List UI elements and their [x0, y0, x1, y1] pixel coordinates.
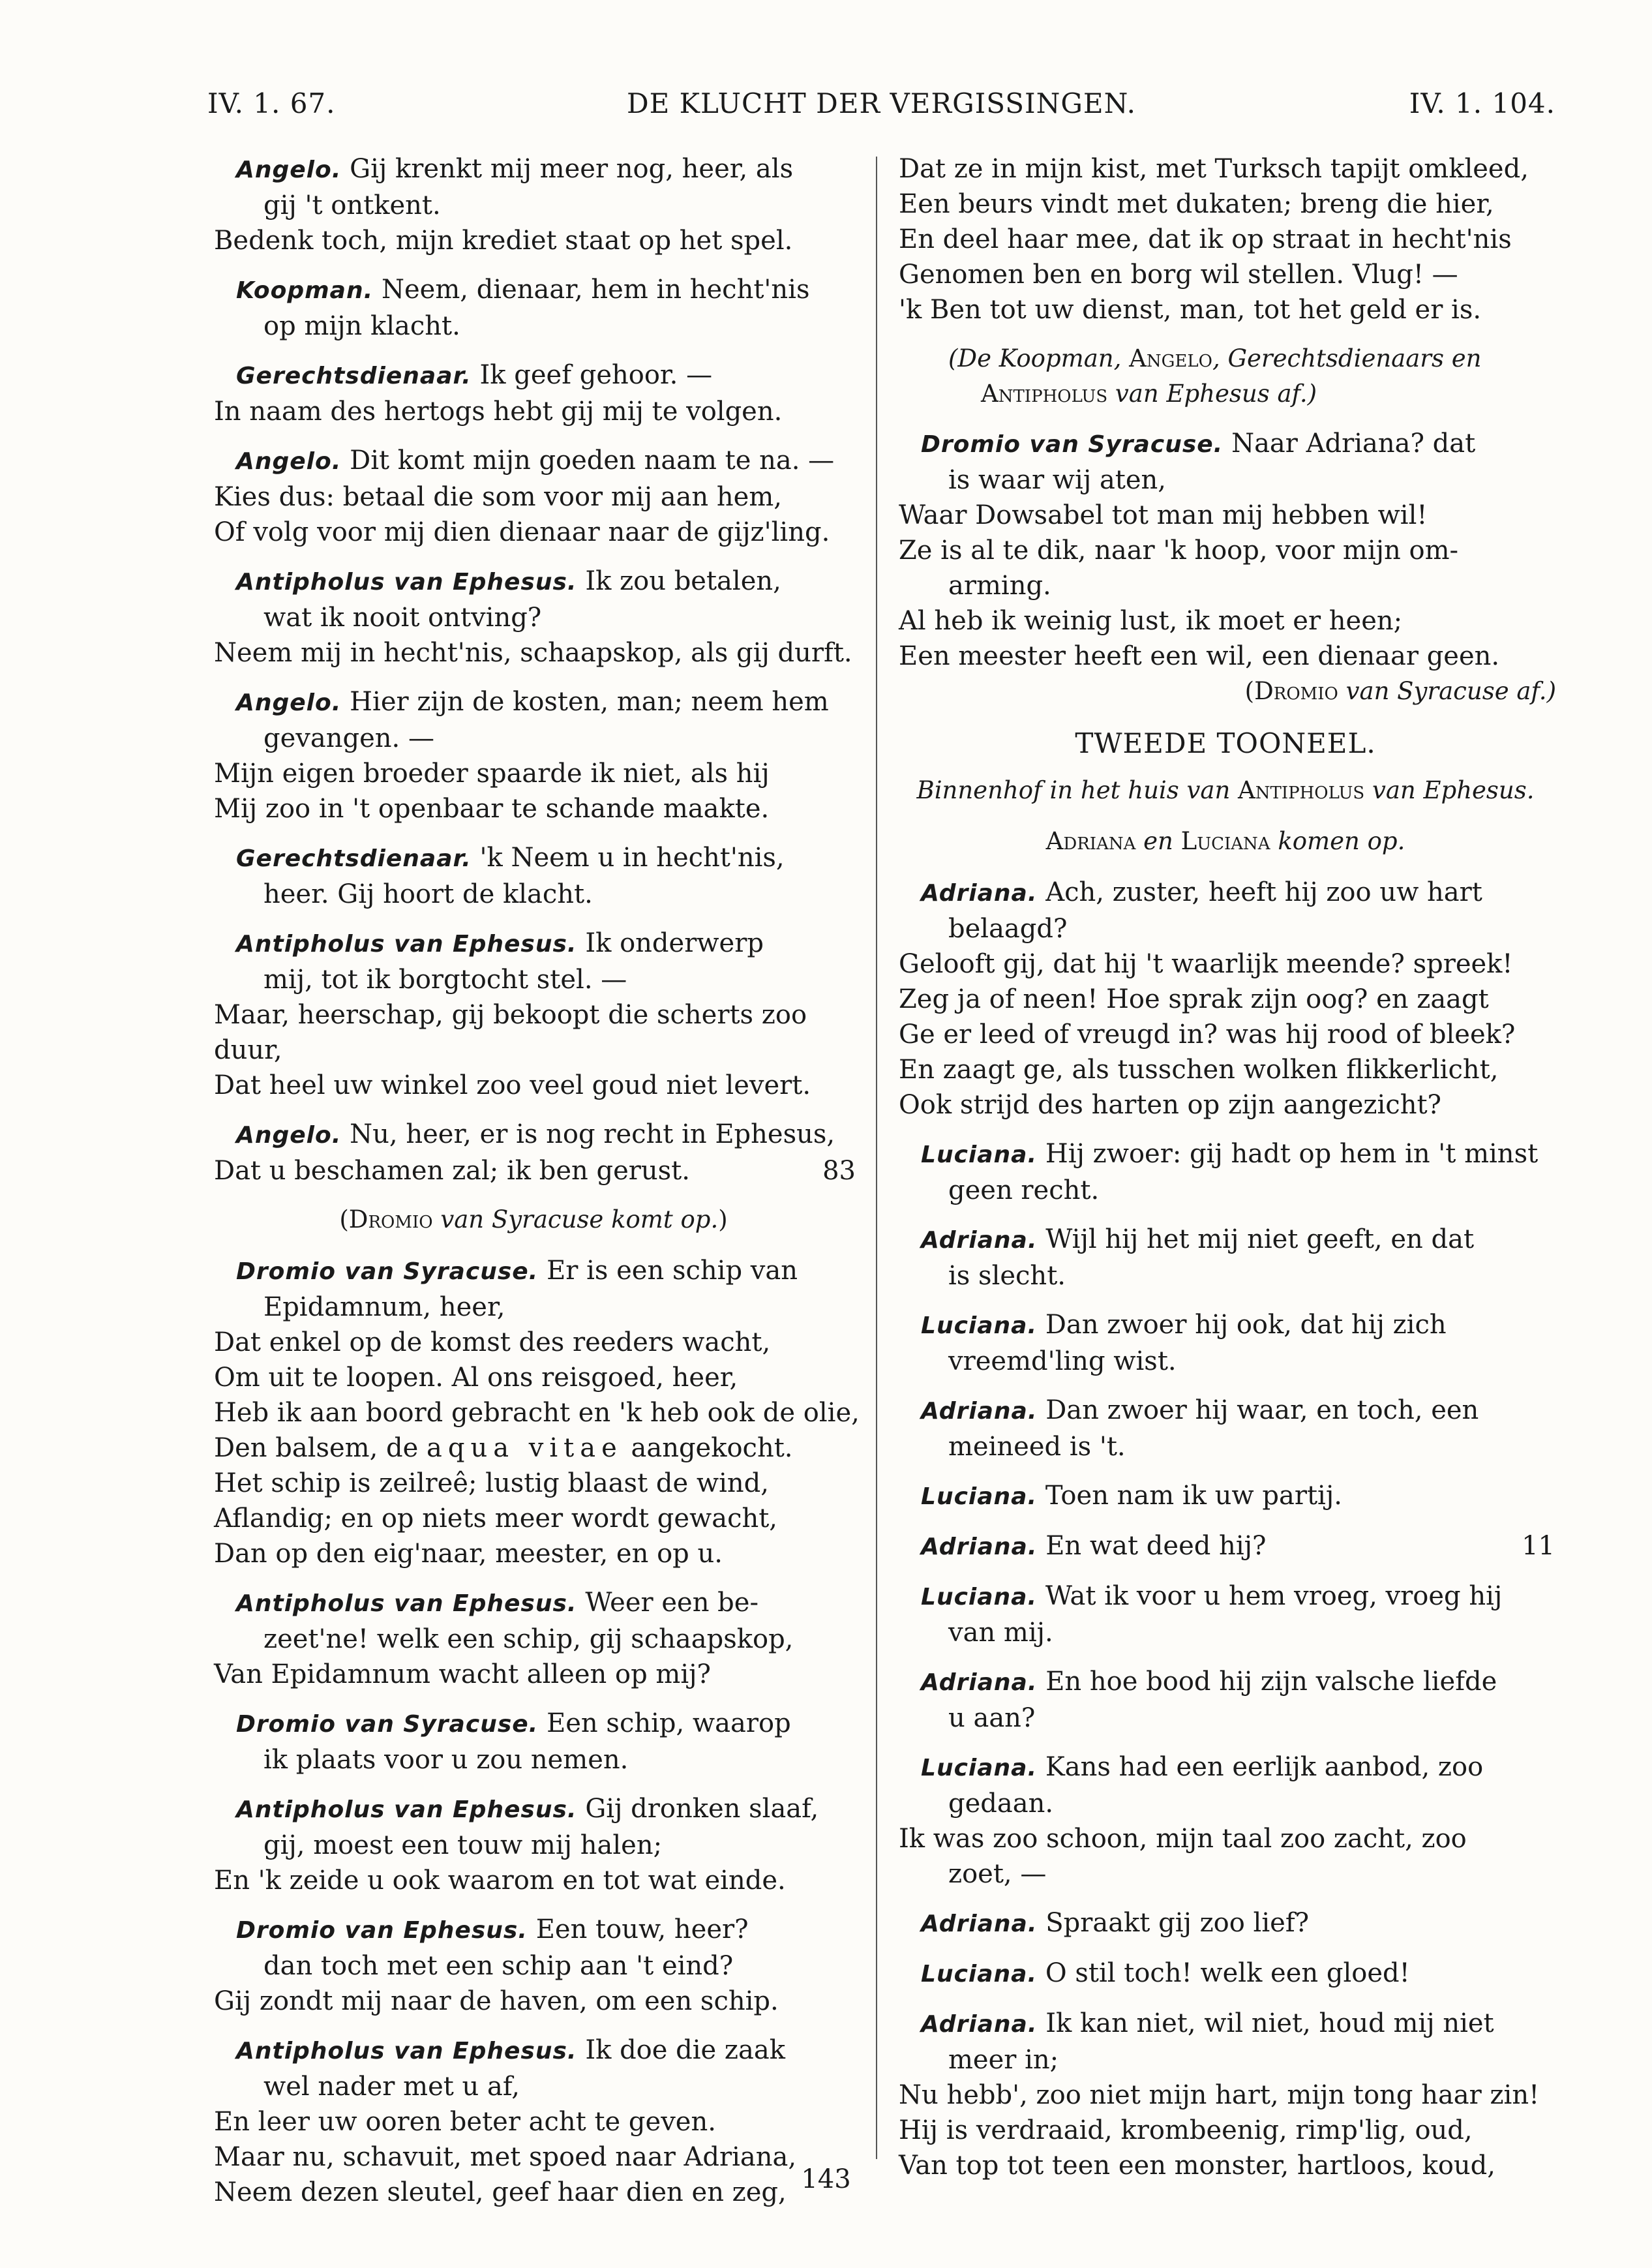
verse-line: Bedenk toch, mijn krediet staat op het spel. [214, 226, 793, 256]
verse-line: En zaagt ge, als tusschen wolken flikkerlicht, [899, 1055, 1499, 1085]
verse-line: Neem dezen sleutel, geef haar dien en zeg, [214, 2177, 787, 2207]
verse-line: meineed is 't. [948, 1432, 1126, 1462]
speech-luciana-2 [892, 1307, 1559, 1379]
verse-line: 'k Ben tot uw dienst, man, tot het geld er is. [899, 295, 1482, 325]
speaker-name: Luciana. [921, 1312, 1038, 1339]
line-number: 11 [1522, 1531, 1555, 1561]
stage-direction [892, 824, 1559, 859]
verse-line: op mijn klacht. [263, 311, 460, 341]
verse-line: Maar, heerschap, gij bekoopt die scherts zoo duur, [214, 1000, 807, 1065]
verse-line: Dat ze in mijn kist, met Turksch tapijt omkleed, [899, 154, 1529, 184]
verse-line: gedaan. [948, 1789, 1054, 1819]
stage-direction [892, 341, 1559, 412]
stage-character: Angelo [1129, 344, 1212, 372]
speaker-name: Adriana. [921, 880, 1038, 907]
verse-line: is slecht. [948, 1261, 1066, 1291]
verse-line: Van Epidamnum wacht alleen op mij? [214, 1659, 711, 1689]
verse-line: Ook strijd des harten op zijn aangezicht? [899, 1090, 1441, 1120]
verse-line: Ik doe die zaak [585, 2035, 785, 2065]
verse-line: Neem mij in hecht'nis, schaapskop, als gij durft. [214, 638, 852, 668]
speech-luciana-1 [892, 1136, 1559, 1208]
speech-dromio-syracuse-3 [892, 426, 1559, 709]
speech-adriana-3 [892, 1393, 1559, 1464]
verse-line: Een beurs vindt met dukaten; breng die hier, [899, 189, 1494, 219]
verse-line: Neem, dienaar, hem in hecht'nis [382, 275, 810, 305]
verse-line: Om uit te loopen. Al ons reisgoed, heer, [214, 1363, 738, 1393]
speaker-name: Adriana. [921, 1534, 1038, 1560]
verse-line: Kies dus: betaal die som voor mij aan hem, [214, 482, 782, 512]
speech-gerechtsdienaar-1 [207, 357, 860, 429]
speaker-name: Adriana. [921, 1227, 1038, 1254]
speech-adriana-6 [892, 1905, 1559, 1942]
verse-line: Gij dronken slaaf, [585, 1794, 819, 1824]
stage-text: (De Koopman, [948, 344, 1130, 372]
verse-line: Gelooft gij, dat hij 't waarlijk meende? spreek! [899, 949, 1513, 979]
speech-antipholus-ephesus-2 [207, 926, 860, 1103]
verse-line: En hoe bood hij zijn valsche liefde [1045, 1667, 1497, 1697]
header-title: DE KLUCHT DER VERGISSINGEN. [626, 87, 1136, 119]
speech-antipholus-ephesus-1 [207, 564, 860, 671]
scene-location [892, 773, 1559, 808]
verse-line: mij, tot ik borgtocht stel. — [263, 965, 627, 995]
speaker-name: Gerechtsdienaar. [236, 845, 472, 872]
verse-line: Dan zwoer hij waar, en toch, een [1045, 1395, 1479, 1425]
stage-text: komen op. [1270, 827, 1405, 855]
verse-line: Wijl hij het mij niet geeft, en dat [1045, 1224, 1475, 1254]
header-left-reference: IV. 1. 67. [207, 87, 336, 119]
speaker-name: Koopman. [236, 277, 374, 304]
left-column [207, 151, 860, 2224]
verse-line: gij 't ontkent. [263, 190, 441, 220]
stage-text: van Ephesus af.) [1107, 380, 1317, 408]
verse-line: Epidamnum, heer, [263, 1292, 505, 1322]
verse-line: Dat heel uw winkel zoo veel goud niet levert. [214, 1070, 811, 1100]
verse-line: arming. [948, 571, 1051, 601]
verse-line: u aan? [948, 1703, 1036, 1733]
speech-angelo-2 [207, 443, 860, 550]
verse-line: O stil toch! welk een gloed! [1045, 1958, 1410, 1988]
verse-line: Toen nam ik uw partij. [1045, 1481, 1342, 1511]
verse-line: Dat u beschamen zal; ik ben gerust. [214, 1156, 690, 1186]
verse-line: Hij is verdraaid, krombeenig, rimp'lig, oud, [899, 2115, 1473, 2145]
verse-line: ik plaats voor u zou nemen. [263, 1745, 629, 1775]
verse-text: Den balsem, de [214, 1433, 427, 1463]
stage-direction [892, 674, 1559, 709]
stage-character: Adriana [1045, 827, 1136, 855]
verse-line: Een schip, waarop [547, 1708, 791, 1738]
verse-line: En 'k zeide u ook waarom en tot wat einde. [214, 1866, 786, 1896]
speaker-name: Antipholus van Ephesus. [236, 569, 577, 596]
verse-line: Nu hebb', zoo niet mijn hart, mijn tong haar zin! [899, 2080, 1540, 2110]
verse-line: Maar nu, schavuit, met spoed naar Adriana, [214, 2142, 797, 2172]
stage-text: Binnenhof in het huis van [916, 776, 1239, 804]
speech-dromio-syracuse-2 [207, 1706, 860, 1777]
speech-luciana-5 [892, 1749, 1559, 1892]
speaker-name: Adriana. [921, 1911, 1038, 1937]
verse-line: belaagd? [948, 914, 1068, 944]
verse-line: Al heb ik weinig lust, ik moet er heen; [899, 606, 1403, 636]
stage-text: van Syracuse af.) [1338, 677, 1556, 705]
verse-line: En deel haar mee, dat ik op straat in hecht'nis [899, 224, 1512, 254]
speech-angelo-3 [207, 684, 860, 826]
speech-angelo-4 [207, 1117, 860, 1188]
verse-line: wel nader met u af, [263, 2072, 520, 2102]
speech-koopman [207, 272, 860, 344]
speech-angelo-1 [207, 151, 860, 258]
verse-line: Zeg ja of neen! Hoe sprak zijn oog? en zaagt [899, 984, 1489, 1014]
page-number: 143 [801, 2164, 851, 2194]
speaker-name: Gerechtsdienaar. [236, 363, 472, 389]
speaker-name: Angelo. [236, 1122, 342, 1149]
stage-text: ( [1244, 677, 1255, 705]
stage-character: Luciana [1180, 827, 1270, 855]
verse-line: Dit komt mijn goeden naam te na. — [350, 446, 835, 476]
verse-line: Mij zoo in 't openbaar te schande maakte. [214, 794, 770, 824]
stage-character: Dromio [1254, 677, 1338, 705]
verse-line: Mijn eigen broeder spaarde ik niet, als hij [214, 759, 770, 789]
speaker-name: Luciana. [921, 1584, 1038, 1610]
verse-line: geen recht. [948, 1175, 1100, 1205]
verse-line: Ik geef gehoor. — [479, 360, 713, 390]
stage-text: ( [339, 1205, 349, 1233]
verse-line: Een touw, heer? [535, 1914, 749, 1944]
verse-line: heer. Gij hoort de klacht. [263, 879, 593, 909]
scene-title: TWEEDE TOONEEL. [1075, 727, 1376, 759]
verse-line: Nu, heer, er is nog recht in Ephesus, [350, 1119, 835, 1149]
verse-line: Spraakt gij zoo lief? [1045, 1908, 1310, 1938]
speaker-name: Angelo. [236, 689, 342, 716]
verse-line: zoet, — [948, 1859, 1047, 1889]
speaker-name: Dromio van Syracuse. [921, 431, 1224, 458]
verse-line: is waar wij aten, [948, 465, 1167, 495]
verse-line: Wat ik voor u hem vroeg, vroeg hij [1045, 1581, 1503, 1611]
verse-line: Van top tot teen een monster, hartloos, koud, [899, 2151, 1495, 2181]
speaker-name: Adriana. [921, 1398, 1038, 1425]
verse-line: meer in; [948, 2045, 1059, 2075]
verse-line: Heb ik aan boord gebracht en 'k heb ook de olie, [214, 1398, 860, 1428]
verse-line: In naam des hertogs hebt gij mij te volgen. [214, 397, 783, 427]
verse-line: vreemd'ling wist. [948, 1346, 1177, 1376]
verse-line: Dat enkel op de komst des reeders wacht, [214, 1327, 771, 1357]
speaker-name: Dromio van Ephesus. [236, 1917, 528, 1944]
verse-line: Ik was zoo schoon, mijn taal zoo zacht, zoo [899, 1824, 1467, 1854]
speech-luciana-6 [892, 1956, 1559, 1992]
verse-line: van mij. [948, 1618, 1053, 1648]
verse-line: Ach, zuster, heeft hij zoo uw hart [1045, 877, 1482, 907]
verse-line: Dan zwoer hij ook, dat hij zich [1045, 1310, 1447, 1340]
speaker-name: Luciana. [921, 1142, 1038, 1168]
verse-line: zeet'ne! welk een schip, gij schaapskop, [263, 1624, 794, 1654]
verse-line: Een meester heeft een wil, een dienaar geen. [899, 641, 1500, 671]
speech-antipholus-ephesus-3 [207, 1585, 860, 1692]
speaker-name: Luciana. [921, 1961, 1038, 1988]
verse-line: En wat deed hij? [1045, 1531, 1267, 1561]
verse-line: gij, moest een touw mij halen; [263, 1830, 663, 1860]
verse-line: En leer uw ooren beter acht te geven. [214, 2107, 716, 2137]
speaker-name: Luciana. [921, 1483, 1038, 1510]
header-right-reference: IV. 1. 104. [1409, 87, 1555, 119]
stage-character: Dromio [348, 1205, 433, 1233]
verse-line: Ik onderwerp [585, 928, 764, 958]
verse-line: Dan op den eig'naar, meester, en op u. [214, 1539, 723, 1569]
verse-line: Ik kan niet, wil niet, houd mij niet [1045, 2008, 1494, 2038]
verse-line: Het schip is zeilreê; lustig blaast de wind, [214, 1468, 769, 1498]
stage-character: Antipholus [981, 380, 1108, 408]
speech-antipholus-ephesus-4 [207, 1791, 860, 1898]
verse-line: Ik zou betalen, [585, 566, 781, 596]
speaker-name: Dromio van Syracuse. [236, 1258, 539, 1285]
stage-text: ) [718, 1205, 728, 1233]
speech-adriana-1 [892, 875, 1559, 1123]
verse-line: Genomen ben en borg wil stellen. Vlug! — [899, 260, 1458, 290]
stage-character: Antipholus [1238, 776, 1365, 804]
speech-adriana-4 [892, 1528, 1559, 1565]
speaker-name: Antipholus van Ephesus. [236, 1796, 577, 1823]
stage-text: van Ephesus. [1364, 776, 1535, 804]
speaker-name: Angelo. [236, 157, 342, 183]
latin-phrase: aqua vitae [427, 1433, 623, 1463]
verse-line: Of volg voor mij dien dienaar naar de gijz'ling. [214, 517, 830, 547]
verse-line: Naar Adriana? dat [1231, 429, 1476, 459]
speech-adriana-2 [892, 1222, 1559, 1293]
verse-line: Hij zwoer: gij hadt op hem in 't minst [1045, 1139, 1539, 1169]
verse-line: Aflandig; en op niets meer wordt gewacht, [214, 1504, 778, 1534]
speech-luciana-4 [892, 1579, 1559, 1650]
running-head [207, 87, 1555, 127]
speech-dromio-syracuse-1 [207, 1253, 860, 1571]
stage-text: en [1135, 827, 1181, 855]
speaker-name: Antipholus van Ephesus. [236, 2038, 577, 2064]
verse-line: Waar Dowsabel tot man mij hebben wil! [899, 500, 1428, 530]
speaker-name: Luciana. [921, 1755, 1038, 1781]
speaker-name: Adriana. [921, 2011, 1038, 2038]
speech-adriana-5 [892, 1664, 1559, 1736]
verse-line: Hier zijn de kosten, man; neem hem [350, 687, 829, 717]
right-column [892, 151, 1559, 2197]
speaker-name: Antipholus van Ephesus. [236, 1590, 577, 1617]
verse-line: Ze is al te dik, naar 'k hoop, voor mijn om- [899, 536, 1459, 566]
verse-line: Gij krenkt mij meer nog, heer, als [350, 154, 794, 184]
verse-line: Weer een be- [585, 1588, 758, 1618]
verse-line: wat ik nooit ontving? [263, 603, 542, 633]
verse-line: Er is een schip van [547, 1256, 798, 1286]
column-divider [876, 157, 877, 2159]
stage-text: , Gerechtsdienaars en [1212, 344, 1482, 372]
verse-line: dan toch met een schip aan 't eind? [263, 1951, 734, 1981]
speaker-name: Antipholus van Ephesus. [236, 931, 577, 958]
verse-line: gevangen. — [263, 723, 434, 753]
stage-direction [207, 1202, 860, 1237]
verse-text: aangekocht. [622, 1433, 793, 1463]
verse-line: Gij zondt mij naar de haven, om een schip. [214, 1986, 779, 2016]
speaker-name: Angelo. [236, 448, 342, 475]
speech-dromio-ephesus [207, 1912, 860, 2019]
line-number: 83 [822, 1156, 856, 1186]
speaker-name: Dromio van Syracuse. [236, 1711, 539, 1738]
speech-luciana-3 [892, 1478, 1559, 1515]
speech-adriana-7 [892, 2006, 1559, 2183]
speaker-name: Adriana. [921, 1669, 1038, 1696]
verse-line [207, 1430, 860, 1466]
verse-line: Ge er leed of vreugd in? was hij rood of bleek? [899, 1020, 1516, 1050]
verse-line: Kans had een eerlijk aanbod, zoo [1045, 1752, 1484, 1782]
speech-gerechtsdienaar-2 [207, 840, 860, 912]
verse-line: 'k Neem u in hecht'nis, [479, 843, 785, 873]
speech-continuation [892, 151, 1559, 327]
stage-text: van Syracuse komt op. [432, 1205, 719, 1233]
